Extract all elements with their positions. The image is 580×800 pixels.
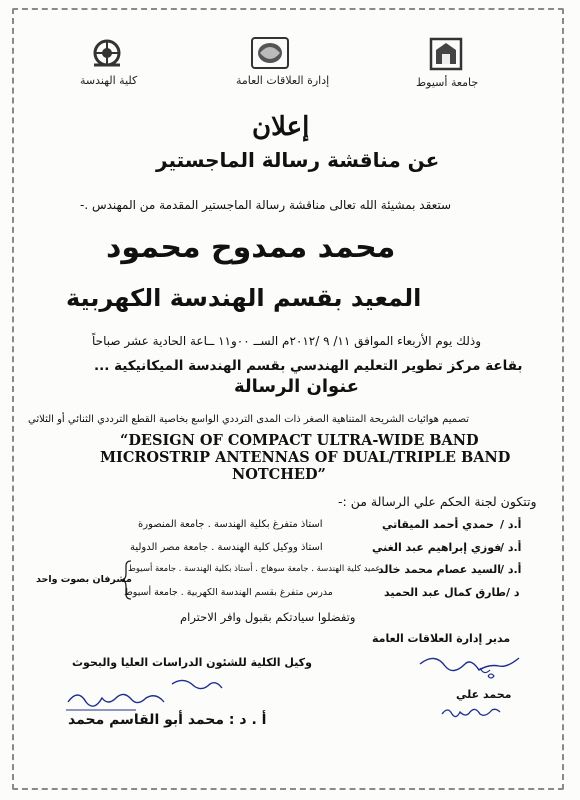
header-right-label: جامعة أسيوط	[416, 76, 479, 89]
venue-line: بقاعة مركز تطوير التعليم الهندسي بقسم الهندسة الميكانيكية ...	[94, 358, 523, 374]
committee-intro: وتتكون لجنة الحكم علي الرسالة من :-	[338, 494, 537, 509]
announcement-heading: إعلان	[252, 112, 310, 142]
closing-line: وتفضلوا سيادتكم بقبول وافر الاحترام	[180, 610, 356, 624]
intro-line: ستعقد بمشيئة الله تعالى مناقشة رسالة الماجستير المقدمة من المهندس .-	[80, 198, 452, 212]
committee-member-role: عميد كلية الهندسة . جامعة سوهاج . أستاذ بكلية الهندسة . جامعة أسيوط	[128, 564, 381, 574]
thesis-english-line-2: MICROSTRIP ANTENNAS OF DUAL/TRIPLE BAND	[100, 449, 511, 466]
committee-member-name: السيد عصام محمد خالد	[378, 563, 501, 576]
thesis-arabic-title: تصميم هوائيات الشريحة المتناهية الصغر ذات المدى الترددي الواسع بخاصية القطع الترددي الثنائي أو الثلاثي	[28, 414, 470, 425]
committee-member-role: استاذ ووكيل كلية الهندسة . جامعة مصر الدولية	[130, 542, 323, 553]
vice-dean-title: وكيل الكلية للشئون الدراسات العليا والبحوث	[72, 656, 312, 669]
announcement-subheading: عن مناقشة رسالة الماجستير	[156, 148, 440, 172]
director-name: محمد علي	[456, 688, 512, 701]
public-relations-logo-icon	[250, 36, 290, 74]
faculty-engineering-logo-icon	[90, 38, 124, 72]
committee-member-name: فوزي إبراهيم عبد الغني	[372, 541, 502, 554]
committee-member-role: استاذ متفرغ بكلية الهندسة . جامعة المنصورة	[138, 519, 323, 530]
supervisors-note: مشرفان بصوت واحد	[36, 574, 132, 585]
committee-prefix: أ.د /	[500, 541, 522, 554]
committee-prefix: أ.د /	[500, 518, 522, 531]
committee-member-role: مدرس متفرغ بقسم الهندسة الكهربية . جامعة أسيوط	[124, 587, 333, 598]
director-date-handwriting-icon	[438, 700, 508, 726]
thesis-heading: عنوان الرسالة	[234, 376, 359, 397]
candidate-name: محمد ممدوح محمود	[106, 230, 396, 265]
committee-member-name: حمدي أحمد الميقاتي	[382, 518, 494, 531]
header-center-label: إدارة العلاقات العامة	[236, 74, 330, 87]
committee-member-name: طارق كمال عبد الحميد	[384, 586, 506, 599]
committee-prefix: أ.د /	[500, 563, 522, 576]
schedule-line: وذلك يوم الأربعاء الموافق ١١/ ٩ /٢٠١٢م الســ ٠٠و١١ ــاعة الحادية عشر صباحاً	[92, 334, 482, 348]
director-title: مدير إدارة العلاقات العامة	[372, 632, 511, 645]
vice-dean-name: أ . د : محمد أبو القاسم محمد	[68, 712, 267, 728]
header-left-label: كلية الهندسة	[80, 74, 138, 87]
thesis-english-line-3: NOTCHED”	[232, 466, 326, 483]
committee-prefix: د /	[506, 586, 520, 599]
candidate-position: المعيد بقسم الهندسة الكهربية	[66, 284, 422, 312]
assiut-university-logo-icon	[428, 36, 464, 76]
thesis-english-line-1: “DESIGN OF COMPACT ULTRA-WIDE BAND	[120, 432, 479, 449]
